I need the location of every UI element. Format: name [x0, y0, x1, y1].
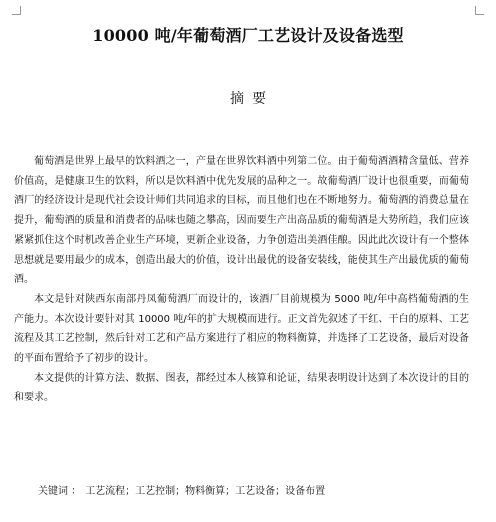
top-left-crop-mark	[12, 6, 21, 15]
keywords-line	[38, 482, 325, 497]
keywords-label: 关键词 ：	[38, 486, 82, 497]
abstract-paragraph-2: 本文是针对陕西东南部丹凤葡萄酒厂而设计的，该酒厂目前规模为 5000 吨/年中高档葡萄酒的生产能力。本次设计要针对其 10000 吨/年的扩大规模而进行。正文首先叙述了干红、干白的原料、工艺流程及其工艺控制，然后针对工艺和产品方案进行了相应的物料衡算，并选择了工艺设备，最后对设备的平面布置给予了初步的设计。	[14, 293, 469, 365]
abstract-paragraph-1: 葡萄酒是世界上最早的饮料酒之一，产量在世界饮料酒中列第二位。由于葡萄酒酒精含量低、营养价值高，是健康卫生的饮料，所以是饮料酒中优先发展的品种之一。故葡萄酒厂设计也很重要，而葡萄酒厂的经济设计是现代社会设计师们共同追求的目标，而且他们也在不断地努力。葡萄酒的消费总量在提升，葡萄酒的质量和消费者的品味也随之攀高，因而要生产出高品质的葡萄酒是大势所趋，我们应该紧紧抓住这个时机改善企业生产环境，更新企业设备，力争创造出美酒佳酿。因此此次设计有一个整体思想就是要用最少的成本，创造出最大的价值，设计出最优的设备安装线，能使其生产出最优质的葡萄酒。	[14, 156, 469, 286]
keywords-list: 工艺流程；工艺控制；物料衡算；工艺设备；设备布置	[85, 486, 326, 497]
document-title: 10000 吨/年葡萄酒厂工艺设计及设备选型	[92, 26, 404, 45]
top-right-crop-mark	[475, 6, 484, 15]
abstract-body	[14, 152, 469, 408]
abstract-paragraph-3: 本文提供的计算方法、数据、图表，都经过本人核算和论证，结果表明设计达到了本次设计的目的和要求。	[14, 372, 469, 404]
abstract-heading: 摘要	[230, 91, 274, 107]
